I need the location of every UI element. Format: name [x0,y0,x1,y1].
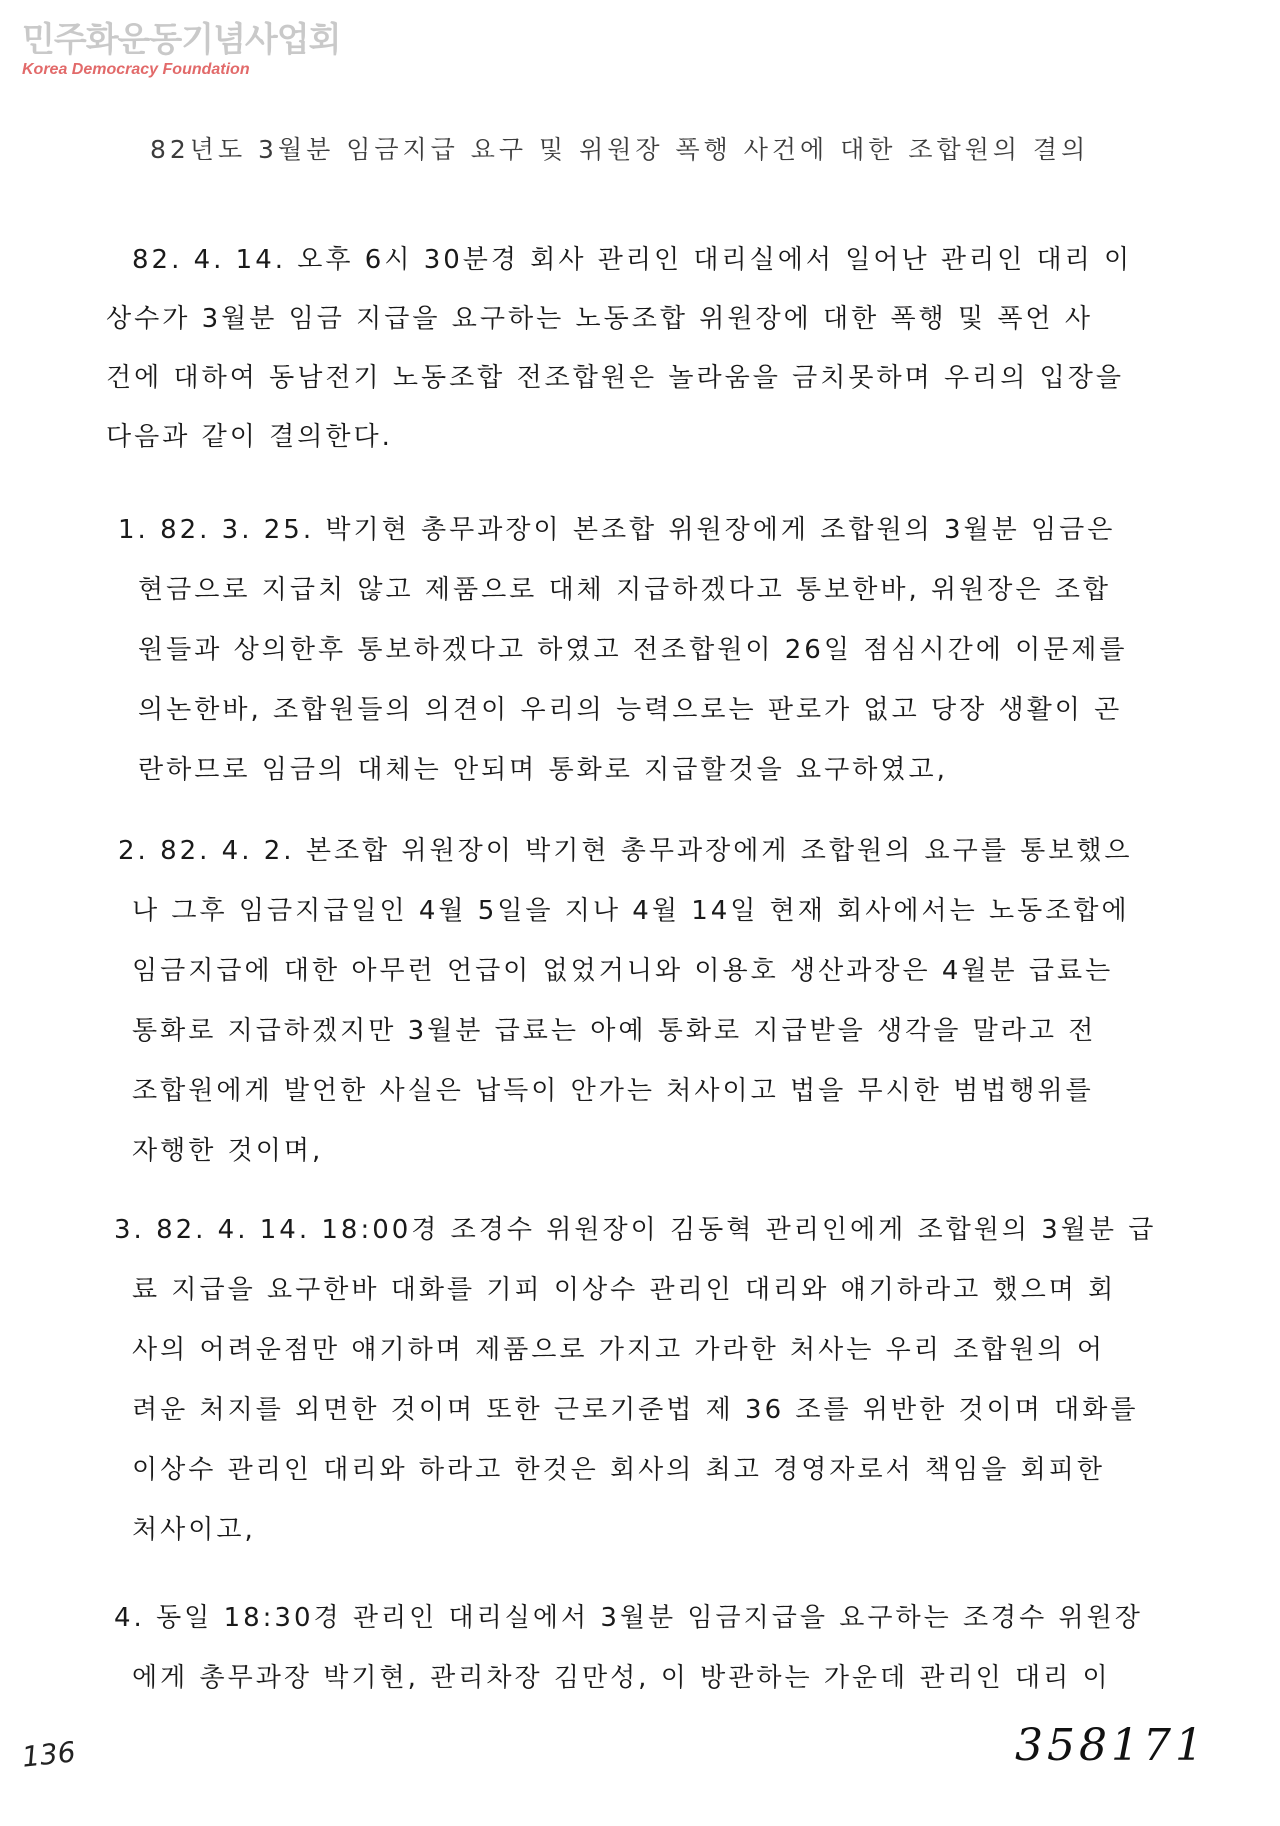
body-line: 통화로 지급하겠지만 3월분 급료는 아예 통화로 지급받을 생각을 말라고 전 [132,1016,1097,1046]
body-line: 의논한바, 조합원들의 의견이 우리의 능력으로는 판로가 없고 당장 생활이 곤 [138,695,1123,725]
body-line: 상수가 3월분 임금 지급을 요구하는 노동조합 위원장에 대한 폭행 및 폭언 사 [106,304,1093,334]
watermark-korean-name: 민주화운동기념사업회 [22,20,341,60]
body-line: 이상수 관리인 대리와 하라고 한것은 회사의 최고 경영자로서 책임을 회피한 [132,1455,1105,1485]
body-line: 현금으로 지급치 않고 제품으로 대체 지급하겠다고 통보한바, 위원장은 조합 [138,575,1111,605]
body-line: 료 지급을 요구한바 대화를 기피 이상수 관리인 대리와 얘기하라고 했으며 회 [132,1275,1117,1305]
body-line: 사의 어려운점만 얘기하며 제품으로 가지고 가라한 처사는 우리 조합원의 어 [132,1335,1105,1365]
body-line: 조합원에게 발언한 사실은 납득이 안가는 처사이고 법을 무시한 범법행위를 [132,1076,1094,1106]
body-line: 임금지급에 대한 아무런 언급이 없었거니와 이용호 생산과장은 4월분 급료는 [132,956,1114,986]
body-line: 에게 총무과장 박기현, 관리차장 김만성, 이 방관하는 가운데 관리인 대리 이 [132,1663,1111,1693]
body-line: 1. 82. 3. 25. 박기현 총무과장이 본조합 위원장에게 조합원의 3월분 임금은 [118,515,1116,545]
body-line: 82. 4. 14. 오후 6시 30분경 회사 관리인 대리실에서 일어난 관리인 대리 이 [132,245,1133,275]
body-line: 나 그후 임금지급일인 4월 5일을 지나 4월 14일 현재 회사에서는 노동조합에 [132,896,1130,926]
body-line: 원들과 상의한후 통보하겠다고 하였고 전조합원이 26일 점심시간에 이문제를 [138,635,1128,665]
body-line: 처사이고, [132,1515,256,1545]
body-line: 다음과 같이 결의한다. [106,422,393,452]
body-line: 3. 82. 4. 14. 18:00경 조경수 위원장이 김동혁 관리인에게 조합원의 3월분 급 [114,1215,1157,1245]
body-line: 건에 대하여 동남전기 노동조합 전조합원은 놀라움을 금치못하며 우리의 입장을 [106,363,1124,393]
body-line: 4. 동일 18:30경 관리인 대리실에서 3월분 임금지급을 요구하는 조경수 위원장 [114,1603,1143,1633]
archive-reference-number: 358171 [1015,1720,1207,1771]
body-line: 자행한 것이며, [132,1136,324,1166]
foundation-watermark [22,20,340,80]
body-line: 려운 처지를 외면한 것이며 또한 근로기준법 제 36 조를 위반한 것이며 대화를 [132,1395,1139,1425]
page-number: 136 [20,1735,78,1774]
body-line: 란하므로 임금의 대체는 안되며 통화로 지급할것을 요구하였고, [138,755,948,785]
document-title: 82년도 3월분 임금지급 요구 및 위원장 폭행 사건에 대한 조합원의 결의 [150,135,1090,164]
watermark-english-name: Korea Democracy Foundation [22,61,250,78]
body-line: 2. 82. 4. 2. 본조합 위원장이 박기현 총무과장에게 조합원의 요구를 통보했으 [118,836,1133,866]
